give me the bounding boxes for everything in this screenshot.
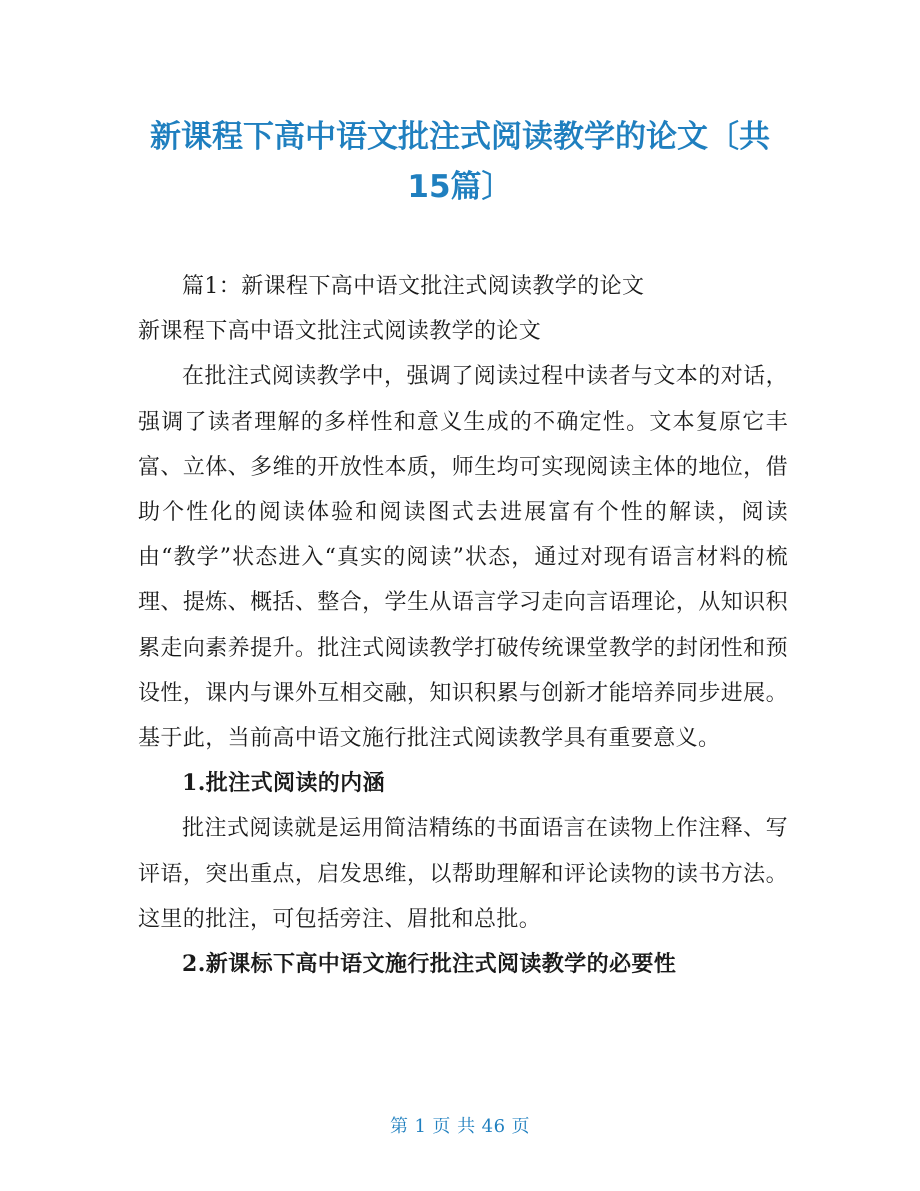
footer-page-number: 1 <box>414 1116 427 1137</box>
article-title: 新课程下高中语文批注式阅读教学的论文 <box>138 319 542 345</box>
footer-total-pages: 46 <box>481 1116 506 1137</box>
footer-prefix: 第 <box>389 1116 409 1137</box>
body-paragraph-intro: 在批注式阅读教学中，强调了阅读过程中读者与文本的对话，强调了读者理解的多样性和意义生成的不确定性。文本复原它丰富、立体、多维的开放性本质，师生均可实现阅读主体的地位，借助个性化的阅读体验和阅读图式去进展富有个性的解读，阅读由“教学”状态进入“真实的阅读”状态，通过对现有语言材料的梳理、提炼、概括、整合，学生从语言学习走向言语理论，从知识积累走向素养提升。批注式阅读教学打破传统课堂教学的封闭性和预设性，课内与课外互相交融，知识积累与创新才能培养同步进展。基于此，当前高中语文施行批注式阅读教学具有重要意义。 <box>138 364 788 752</box>
footer-suffix: 页 <box>511 1116 531 1137</box>
chapter-label: 篇1：新课程下高中语文批注式阅读教学的论文 <box>182 274 645 299</box>
section-heading-1: 1.批注式阅读的内涵 <box>182 770 385 797</box>
document-body <box>138 264 788 987</box>
footer-middle: 页 共 <box>432 1116 476 1137</box>
document-title: 新课程下高中语文批注式阅读教学的论文〔共15篇〕 <box>150 119 770 205</box>
page-footer <box>0 1112 920 1138</box>
body-paragraph-definition: 批注式阅读就是运用简洁精练的书面语言在读物上作注释、写评语，突出重点，启发思维，以帮助理解和评论读物的读书方法。这里的批注，可包括旁注、眉批和总批。 <box>138 816 788 932</box>
section-heading-2: 2.新课标下高中语文施行批注式阅读教学的必要性 <box>182 951 677 978</box>
